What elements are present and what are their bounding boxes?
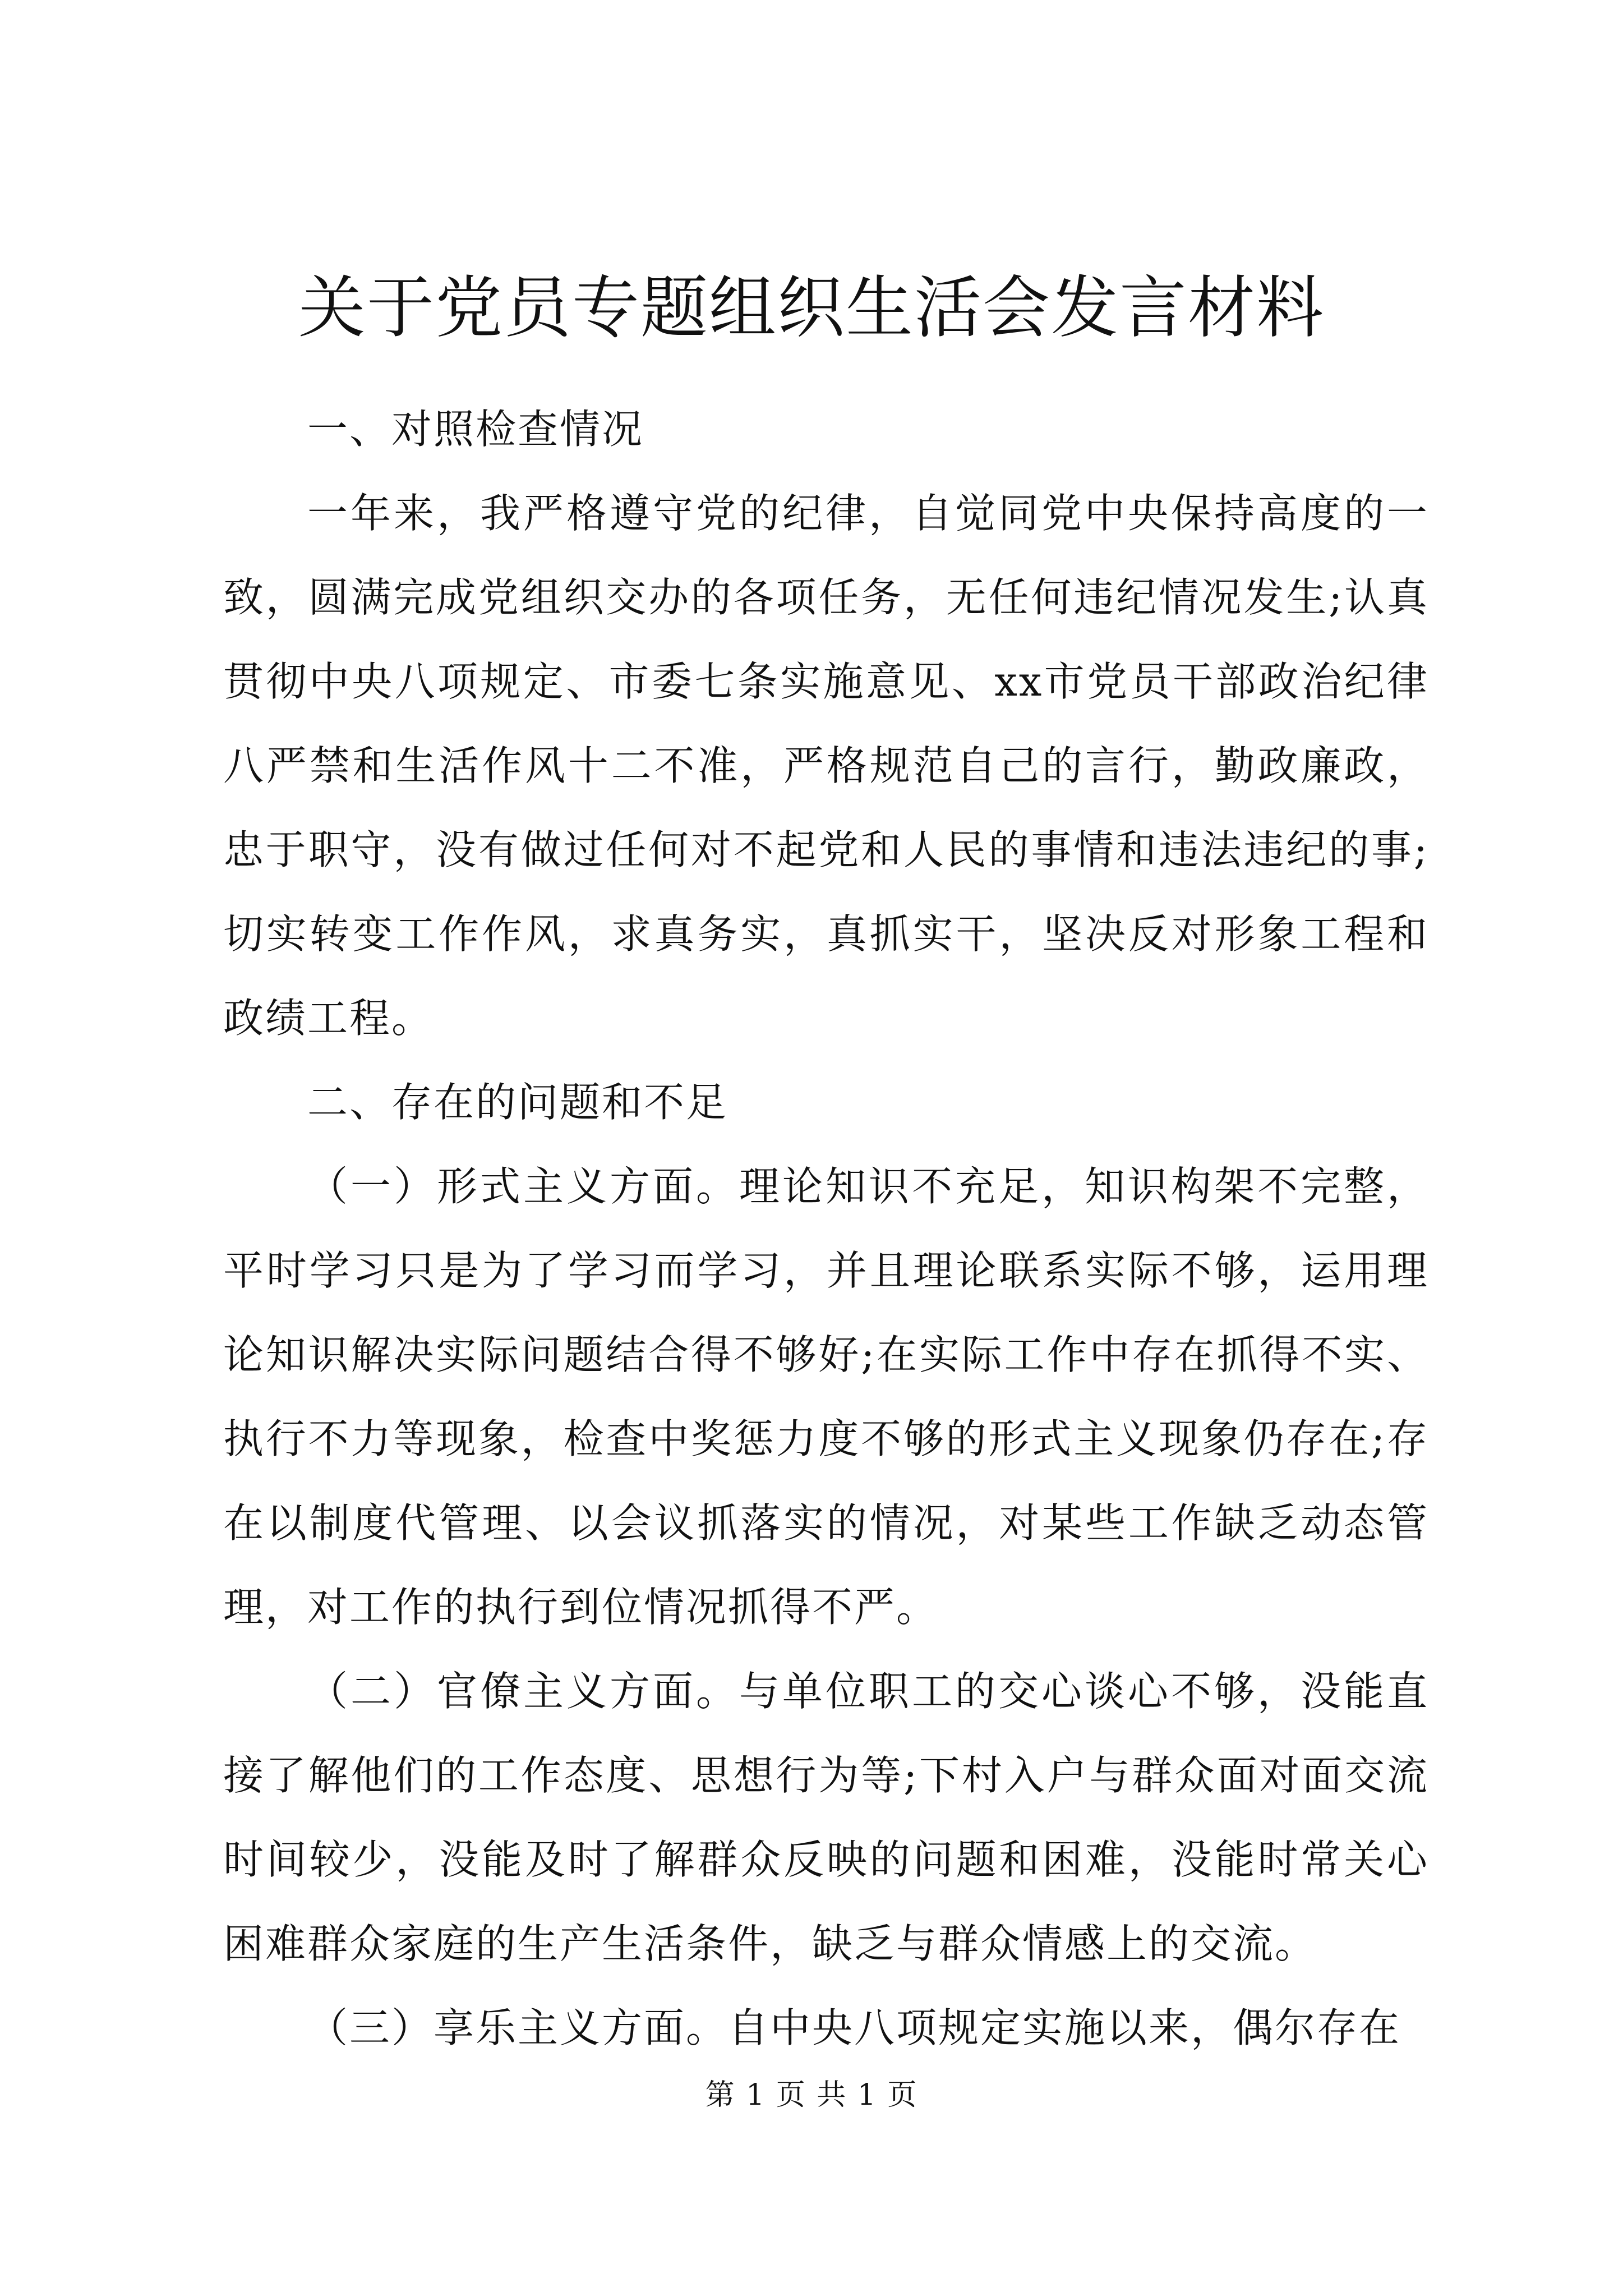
section-heading-1: 一、对照检查情况 [307,406,644,453]
section-2-paragraph-3: （三）享乐主义方面。自中央八项规定实施以来，偶尔存在 [307,2004,1401,2051]
section-heading-2: 二、存在的问题和不足 [307,1079,728,1126]
document-title: 关于党员专题组织生活会发言材料 [298,269,1325,347]
section-2-paragraph-2: （二）官僚主义方面。与单位职工的交心谈心不够，没能直接了解他们的工作态度、思想行为等;下村入户与群众面对面交流时间较少，没能及时了解群众反映的问题和困难，没能时常关心困难群众家庭的生产生活条件，缺乏与群众情感上的交流。 [223,1668,1429,1967]
page-footer: 第 1 页 共 1 页 [705,2078,918,2112]
document-body [223,387,1429,2070]
section-1-paragraph-1: 一年来，我严格遵守党的纪律，自觉同党中央保持高度的一致，圆满完成党组织交办的各项任务，无任何违纪情况发生;认真贯彻中央八项规定、市委七条实施意见、xx市党员干部政治纪律八严禁和生活作风十二不准，严格规范自己的言行，勤政廉政，忠于职守，没有做过任何对不起党和人民的事情和违法违纪的事;切实转变工作作风，求真务实，真抓实干，坚决反对形象工程和政绩工程。 [223,490,1429,1042]
section-2-paragraph-1: （一）形式主义方面。理论知识不充足，知识构架不完整，平时学习只是为了学习而学习，并且理论联系实际不够，运用理论知识解决实际问题结合得不够好;在实际工作中存在抓得不实、执行不力等现象，检查中奖惩力度不够的形式主义现象仍存在;存在以制度代管理、以会议抓落实的情况，对某些工作缺乏动态管理，对工作的执行到位情况抓得不严。 [223,1163,1429,1631]
